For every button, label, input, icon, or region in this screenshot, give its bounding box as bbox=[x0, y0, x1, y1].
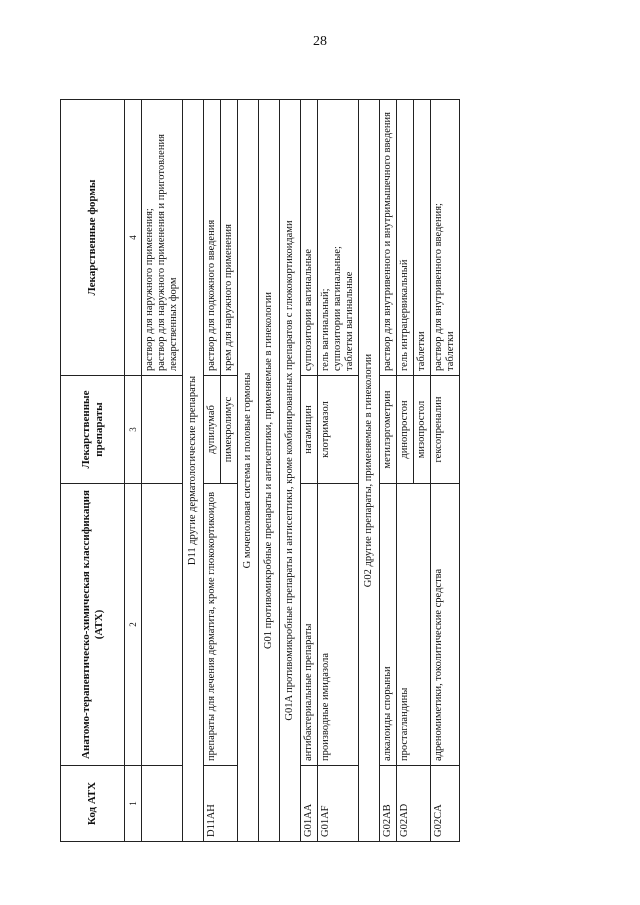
drug-cell: мизопростол bbox=[414, 376, 431, 484]
continuation-row bbox=[142, 100, 183, 842]
form-cell: раствор для наружного применения; раствор для наружного применения и приготовления лекарственных форм bbox=[142, 100, 183, 376]
form-cell: гель интрацервикальный bbox=[397, 100, 414, 376]
column-number: 2 bbox=[125, 484, 142, 766]
section-row bbox=[259, 100, 280, 842]
classification-cell: алкалоиды спорыньи bbox=[380, 484, 397, 766]
section-heading: G мочеполовая система и половые гормоны bbox=[238, 100, 259, 842]
form-cell: раствор для внутривенного и внутримышечного введения bbox=[380, 100, 397, 376]
section-row bbox=[238, 100, 259, 842]
code-cell: G01AF bbox=[318, 766, 359, 842]
drug-cell: натамицин bbox=[301, 376, 318, 484]
drug-cell: клотримазол bbox=[318, 376, 359, 484]
column-number: 3 bbox=[125, 376, 142, 484]
form-cell: суппозитории вагинальные bbox=[301, 100, 318, 376]
page-number: 28 bbox=[313, 34, 327, 49]
column-number: 1 bbox=[125, 766, 142, 842]
header-drugs: Лекарственные препараты bbox=[61, 376, 125, 484]
drug-cell: гексопреналин bbox=[431, 376, 460, 484]
section-heading: D11 другие дерматологические препараты bbox=[183, 100, 204, 842]
header-forms: Лекарственные формы bbox=[61, 100, 125, 376]
section-row bbox=[183, 100, 204, 842]
classification-cell bbox=[142, 484, 183, 766]
section-heading: G02 другие препараты, применяемые в гинекологии bbox=[359, 100, 380, 842]
table-row bbox=[301, 100, 318, 842]
table-row bbox=[431, 100, 460, 842]
code-cell bbox=[142, 766, 183, 842]
code-cell: G02AB bbox=[380, 766, 397, 842]
classification-cell: простагландины bbox=[397, 484, 431, 766]
table-body bbox=[142, 100, 460, 842]
classification-cell: антибактериальные препараты bbox=[301, 484, 318, 766]
drug-cell: динопростон bbox=[397, 376, 414, 484]
table-row bbox=[204, 100, 221, 842]
form-cell: гель вагинальный; суппозитории вагинальные; таблетки вагинальные bbox=[318, 100, 359, 376]
form-cell: раствор для подкожного введения bbox=[204, 100, 221, 376]
section-row bbox=[359, 100, 380, 842]
code-cell: D11AH bbox=[204, 766, 238, 842]
code-cell: G01AA bbox=[301, 766, 318, 842]
classification-cell: препараты для лечения дерматита, кроме глюкокортикоидов bbox=[204, 484, 238, 766]
drug-cell bbox=[142, 376, 183, 484]
classification-cell: адреномиметики, токолитические средства bbox=[431, 484, 460, 766]
form-cell: раствор для внутривенного введения; таблетки bbox=[431, 100, 460, 376]
section-heading: G01 противомикробные препараты и антисептики, применяемые в гинекологии bbox=[259, 100, 280, 842]
atc-table bbox=[60, 99, 460, 842]
code-cell: G02AD bbox=[397, 766, 431, 842]
drug-cell: метилэргометрин bbox=[380, 376, 397, 484]
header-row bbox=[61, 100, 125, 842]
form-cell: таблетки bbox=[414, 100, 431, 376]
form-cell: крем для наружного применения bbox=[221, 100, 238, 376]
drug-cell: пимекролимус bbox=[221, 376, 238, 484]
code-cell: G02CA bbox=[431, 766, 460, 842]
drug-cell: дупилумаб bbox=[204, 376, 221, 484]
table-row bbox=[318, 100, 359, 842]
table-row bbox=[397, 100, 414, 842]
column-number: 4 bbox=[125, 100, 142, 376]
classification-cell: производные имидазола bbox=[318, 484, 359, 766]
table-row bbox=[380, 100, 397, 842]
atc-table-rotated bbox=[60, 100, 580, 842]
column-number-row bbox=[125, 100, 142, 842]
section-row bbox=[280, 100, 301, 842]
header-classification: Анатомо-терапевтическо-химическая классификация (АТХ) bbox=[61, 484, 125, 766]
header-code: Код АТХ bbox=[61, 766, 125, 842]
section-heading: G01A противомикробные препараты и антисептики, кроме комбинированных препаратов с глюкокортикоидами bbox=[280, 100, 301, 842]
